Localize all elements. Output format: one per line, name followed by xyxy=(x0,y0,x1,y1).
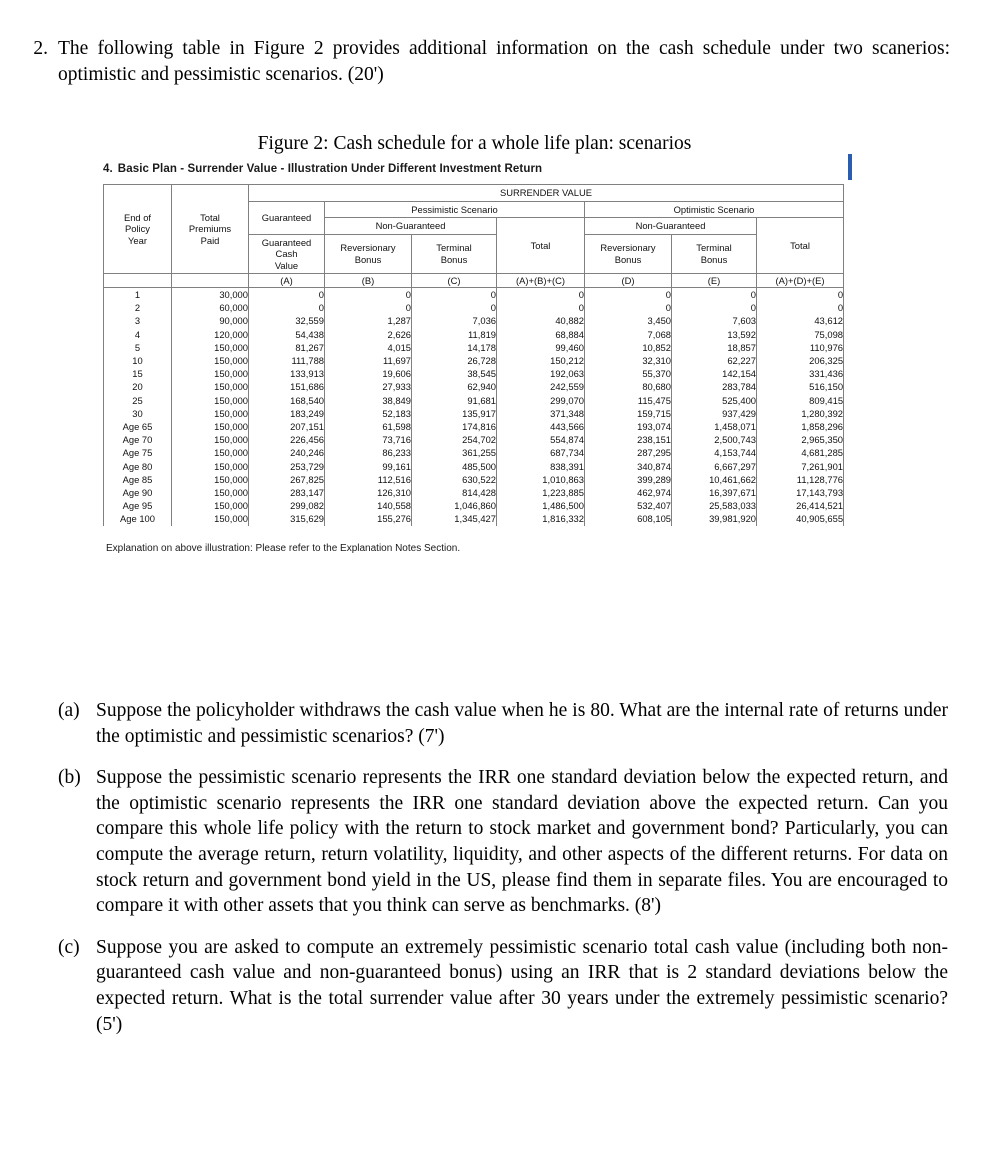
figure-caption xyxy=(0,132,994,156)
cell-total-premiums-paid: 150,000 xyxy=(172,407,249,420)
cell-optimistic-total: 809,415 xyxy=(757,394,844,407)
subquestion-text: Suppose you are asked to compute an extremely pessimistic scenario total cash value (including both non-guaranteed cash value and non-guaranteed bonus) using an IRR that is 2 standard deviations below the expected return. What is the total surrender value after 30 years under the extremely pessimistic scenario? (5') xyxy=(96,936,948,1035)
code-guaranteed-cash-value: (A) xyxy=(249,274,325,288)
cell-optimistic-total: 11,128,776 xyxy=(757,473,844,486)
cell-pessimistic-total: 1,223,885 xyxy=(497,486,585,499)
cell-policy-year: Age 100 xyxy=(104,512,172,525)
header-reversionary-bonus-pessimistic xyxy=(325,234,412,274)
cell-pessimistic-reversionary-bonus: 11,697 xyxy=(325,354,412,367)
table-row xyxy=(104,499,844,512)
cell-policy-year: 10 xyxy=(104,354,172,367)
cell-policy-year: 25 xyxy=(104,394,172,407)
question-number: 2. xyxy=(33,38,48,59)
cell-optimistic-total: 1,280,392 xyxy=(757,407,844,420)
question-stem xyxy=(20,36,950,88)
cell-policy-year: Age 70 xyxy=(104,433,172,446)
cell-pessimistic-total: 554,874 xyxy=(497,433,585,446)
code-terminal-bonus-pessimistic: (C) xyxy=(412,274,497,288)
cell-optimistic-total: 0 xyxy=(757,301,844,314)
cell-pessimistic-terminal-bonus: 26,728 xyxy=(412,354,497,367)
cell-policy-year: 30 xyxy=(104,407,172,420)
cell-pessimistic-reversionary-bonus: 61,598 xyxy=(325,420,412,433)
table-row xyxy=(104,473,844,486)
cell-guaranteed-cash-value: 151,686 xyxy=(249,380,325,393)
cell-pessimistic-total: 299,070 xyxy=(497,394,585,407)
cell-guaranteed-cash-value: 81,267 xyxy=(249,341,325,354)
cell-pessimistic-total: 40,882 xyxy=(497,314,585,327)
cell-optimistic-reversionary-bonus: 399,289 xyxy=(585,473,672,486)
cell-pessimistic-total: 150,212 xyxy=(497,354,585,367)
cell-optimistic-terminal-bonus: 62,227 xyxy=(672,354,757,367)
cell-pessimistic-reversionary-bonus: 112,516 xyxy=(325,473,412,486)
cell-optimistic-total: 516,150 xyxy=(757,380,844,393)
cell-pessimistic-total: 838,391 xyxy=(497,460,585,473)
subquestion xyxy=(58,765,948,919)
cell-total-premiums-paid: 150,000 xyxy=(172,512,249,525)
cell-total-premiums-paid: 30,000 xyxy=(172,288,249,302)
cell-policy-year: Age 85 xyxy=(104,473,172,486)
illustration-title-text: Basic Plan - Surrender Value - Illustration Under Different Investment Return xyxy=(117,163,543,175)
cell-pessimistic-total: 1,010,863 xyxy=(497,473,585,486)
cell-total-premiums-paid: 150,000 xyxy=(172,499,249,512)
cell-policy-year: Age 65 xyxy=(104,420,172,433)
cell-pessimistic-total: 68,884 xyxy=(497,328,585,341)
cell-optimistic-terminal-bonus: 142,154 xyxy=(672,367,757,380)
cell-policy-year: 1 xyxy=(104,288,172,302)
cell-total-premiums-paid: 150,000 xyxy=(172,420,249,433)
cell-total-premiums-paid: 150,000 xyxy=(172,460,249,473)
code-terminal-bonus-optimistic: (E) xyxy=(672,274,757,288)
table-row xyxy=(104,394,844,407)
cell-optimistic-total: 331,436 xyxy=(757,367,844,380)
cell-pessimistic-reversionary-bonus: 2,626 xyxy=(325,328,412,341)
header-line: Reversionary xyxy=(600,242,656,254)
cell-optimistic-terminal-bonus: 25,583,033 xyxy=(672,499,757,512)
table-row xyxy=(104,486,844,499)
figure-caption-text: Figure 2: Cash schedule for a whole life plan: scenarios xyxy=(257,133,692,154)
cell-optimistic-total: 110,976 xyxy=(757,341,844,354)
cell-pessimistic-total: 0 xyxy=(497,301,585,314)
cell-optimistic-reversionary-bonus: 32,310 xyxy=(585,354,672,367)
table-row xyxy=(104,314,844,327)
cell-pessimistic-reversionary-bonus: 155,276 xyxy=(325,512,412,525)
cell-optimistic-terminal-bonus: 1,458,071 xyxy=(672,420,757,433)
table-row xyxy=(104,367,844,380)
header-line: Bonus xyxy=(700,253,728,265)
cell-pessimistic-terminal-bonus: 174,816 xyxy=(412,420,497,433)
cell-optimistic-terminal-bonus: 13,592 xyxy=(672,328,757,341)
header-pessimistic-scenario: Pessimistic Scenario xyxy=(325,201,585,218)
cell-total-premiums-paid: 150,000 xyxy=(172,367,249,380)
cell-optimistic-total: 206,325 xyxy=(757,354,844,367)
cell-policy-year: Age 80 xyxy=(104,460,172,473)
cell-optimistic-reversionary-bonus: 80,680 xyxy=(585,380,672,393)
cell-total-premiums-paid: 90,000 xyxy=(172,314,249,327)
cell-guaranteed-cash-value: 283,147 xyxy=(249,486,325,499)
header-surrender-value: SURRENDER VALUE xyxy=(249,185,844,202)
cell-total-premiums-paid: 150,000 xyxy=(172,380,249,393)
cell-optimistic-terminal-bonus: 525,400 xyxy=(672,394,757,407)
cell-pessimistic-total: 192,063 xyxy=(497,367,585,380)
subquestion-marker: (b) xyxy=(58,767,81,789)
cell-pessimistic-reversionary-bonus: 38,849 xyxy=(325,394,412,407)
cell-policy-year: 3 xyxy=(104,314,172,327)
cell-guaranteed-cash-value: 111,788 xyxy=(249,354,325,367)
table-row xyxy=(104,460,844,473)
table-row xyxy=(104,407,844,420)
cell-pessimistic-terminal-bonus: 11,819 xyxy=(412,328,497,341)
header-line: Bonus xyxy=(354,253,382,265)
cell-optimistic-reversionary-bonus: 238,151 xyxy=(585,433,672,446)
header-terminal-bonus-optimistic xyxy=(672,234,757,274)
cell-pessimistic-reversionary-bonus: 86,233 xyxy=(325,446,412,459)
cell-guaranteed-cash-value: 54,438 xyxy=(249,328,325,341)
header-line: Paid xyxy=(200,234,220,246)
illustration-note: Explanation on above illustration: Please refer to the Explanation Notes Section. xyxy=(106,542,461,554)
cell-optimistic-reversionary-bonus: 287,295 xyxy=(585,446,672,459)
cell-pessimistic-reversionary-bonus: 0 xyxy=(325,301,412,314)
cell-policy-year: 4 xyxy=(104,328,172,341)
header-non-guaranteed-pessimistic: Non-Guaranteed xyxy=(325,218,497,235)
header-terminal-bonus-pessimistic xyxy=(412,234,497,274)
header-line: Terminal xyxy=(436,242,472,254)
illustration-title xyxy=(103,163,848,175)
table-header-row-1 xyxy=(104,185,844,202)
cell-pessimistic-total: 371,348 xyxy=(497,407,585,420)
cell-optimistic-reversionary-bonus: 193,074 xyxy=(585,420,672,433)
header-reversionary-bonus-optimistic xyxy=(585,234,672,274)
table-row xyxy=(104,354,844,367)
header-line: Policy xyxy=(124,223,150,235)
table-row xyxy=(104,512,844,525)
cell-guaranteed-cash-value: 0 xyxy=(249,288,325,302)
table-header-code-row xyxy=(104,274,844,288)
subquestion-marker: (a) xyxy=(58,700,80,721)
table-row xyxy=(104,433,844,446)
cell-pessimistic-reversionary-bonus: 1,287 xyxy=(325,314,412,327)
cell-optimistic-reversionary-bonus: 608,105 xyxy=(585,512,672,525)
subquestion-text: Suppose the pessimistic scenario represents the IRR one standard deviation below the expected return, and the optimistic scenario represents the IRR one standard deviation above the expected return. Can you compare this whole life policy with the return to stock market and government bond? Particularly, you can compute the average return, return volatility, liquidity, and other aspects of the different returns. For data on stock return and government bond yield in the US, please find them in separate files. You are encouraged to compare it with other assets that you think can serve as benchmarks. (8') xyxy=(96,767,948,917)
header-total-pessimistic: Total xyxy=(497,218,585,274)
header-line: Premiums xyxy=(188,223,232,235)
cell-pessimistic-total: 242,559 xyxy=(497,380,585,393)
cell-pessimistic-terminal-bonus: 814,428 xyxy=(412,486,497,499)
cell-optimistic-terminal-bonus: 2,500,743 xyxy=(672,433,757,446)
cell-policy-year: 15 xyxy=(104,367,172,380)
code-total-pessimistic: (A)+(B)+(C) xyxy=(497,274,585,288)
table-row xyxy=(104,328,844,341)
surrender-value-table xyxy=(103,184,844,526)
table-body xyxy=(104,288,844,526)
subquestion-marker: (c) xyxy=(58,936,80,958)
cell-optimistic-reversionary-bonus: 10,852 xyxy=(585,341,672,354)
cell-guaranteed-cash-value: 240,246 xyxy=(249,446,325,459)
header-line: Reversionary xyxy=(340,242,396,254)
cell-policy-year: Age 90 xyxy=(104,486,172,499)
cell-pessimistic-terminal-bonus: 0 xyxy=(412,301,497,314)
cell-pessimistic-terminal-bonus: 91,681 xyxy=(412,394,497,407)
subquestion-text: Suppose the policyholder withdraws the cash value when he is 80. What are the internal rate of returns under the optimistic and pessimistic scenarios? (7') xyxy=(96,700,948,747)
cell-pessimistic-terminal-bonus: 485,500 xyxy=(412,460,497,473)
cell-optimistic-terminal-bonus: 18,857 xyxy=(672,341,757,354)
cell-optimistic-total: 17,143,793 xyxy=(757,486,844,499)
code-reversionary-bonus-optimistic: (D) xyxy=(585,274,672,288)
cell-policy-year: 2 xyxy=(104,301,172,314)
cell-optimistic-terminal-bonus: 16,397,671 xyxy=(672,486,757,499)
code-total-optimistic: (A)+(D)+(E) xyxy=(757,274,844,288)
header-line: Bonus xyxy=(614,253,642,265)
cell-pessimistic-terminal-bonus: 62,940 xyxy=(412,380,497,393)
header-non-guaranteed-optimistic: Non-Guaranteed xyxy=(585,218,757,235)
table-row xyxy=(104,341,844,354)
cell-total-premiums-paid: 60,000 xyxy=(172,301,249,314)
cell-pessimistic-terminal-bonus: 630,522 xyxy=(412,473,497,486)
cell-total-premiums-paid: 150,000 xyxy=(172,341,249,354)
cell-pessimistic-reversionary-bonus: 52,183 xyxy=(325,407,412,420)
header-line: Bonus xyxy=(440,253,468,265)
code-blank-year xyxy=(104,274,172,288)
cell-optimistic-total: 26,414,521 xyxy=(757,499,844,512)
cell-optimistic-terminal-bonus: 39,981,920 xyxy=(672,512,757,525)
cell-guaranteed-cash-value: 207,151 xyxy=(249,420,325,433)
cell-optimistic-reversionary-bonus: 532,407 xyxy=(585,499,672,512)
table-row xyxy=(104,288,844,302)
cell-optimistic-terminal-bonus: 0 xyxy=(672,301,757,314)
cell-pessimistic-terminal-bonus: 135,917 xyxy=(412,407,497,420)
cell-guaranteed-cash-value: 32,559 xyxy=(249,314,325,327)
cell-pessimistic-reversionary-bonus: 99,161 xyxy=(325,460,412,473)
cell-total-premiums-paid: 150,000 xyxy=(172,433,249,446)
code-reversionary-bonus-pessimistic: (B) xyxy=(325,274,412,288)
header-line: Year xyxy=(128,234,147,246)
cell-optimistic-terminal-bonus: 283,784 xyxy=(672,380,757,393)
cell-optimistic-total: 2,965,350 xyxy=(757,433,844,446)
cell-optimistic-total: 75,098 xyxy=(757,328,844,341)
cell-optimistic-terminal-bonus: 4,153,744 xyxy=(672,446,757,459)
cell-pessimistic-total: 1,816,332 xyxy=(497,512,585,525)
cell-policy-year: 20 xyxy=(104,380,172,393)
header-line: Cash xyxy=(275,248,298,259)
header-line: End of xyxy=(123,211,152,223)
cell-pessimistic-terminal-bonus: 14,178 xyxy=(412,341,497,354)
cell-optimistic-reversionary-bonus: 0 xyxy=(585,288,672,302)
cell-policy-year: 5 xyxy=(104,341,172,354)
figure-illustration xyxy=(103,163,848,554)
cell-pessimistic-reversionary-bonus: 73,716 xyxy=(325,433,412,446)
table-row xyxy=(104,446,844,459)
cell-optimistic-reversionary-bonus: 462,974 xyxy=(585,486,672,499)
cell-optimistic-terminal-bonus: 0 xyxy=(672,288,757,302)
cell-policy-year: Age 95 xyxy=(104,499,172,512)
header-end-of-policy-year xyxy=(104,185,172,274)
cell-pessimistic-total: 687,734 xyxy=(497,446,585,459)
subquestion-list xyxy=(58,698,948,1053)
cell-guaranteed-cash-value: 226,456 xyxy=(249,433,325,446)
subquestion xyxy=(58,935,948,1037)
cell-pessimistic-terminal-bonus: 7,036 xyxy=(412,314,497,327)
cell-optimistic-reversionary-bonus: 340,874 xyxy=(585,460,672,473)
cell-guaranteed-cash-value: 183,249 xyxy=(249,407,325,420)
header-guaranteed: Guaranteed xyxy=(249,201,325,234)
cell-pessimistic-total: 0 xyxy=(497,288,585,302)
cell-guaranteed-cash-value: 0 xyxy=(249,301,325,314)
cell-pessimistic-terminal-bonus: 0 xyxy=(412,288,497,302)
cell-optimistic-reversionary-bonus: 55,370 xyxy=(585,367,672,380)
cell-optimistic-total: 1,858,296 xyxy=(757,420,844,433)
cell-guaranteed-cash-value: 168,540 xyxy=(249,394,325,407)
header-line: Guaranteed xyxy=(261,236,312,248)
cell-total-premiums-paid: 150,000 xyxy=(172,486,249,499)
cell-pessimistic-reversionary-bonus: 0 xyxy=(325,288,412,302)
cell-pessimistic-reversionary-bonus: 126,310 xyxy=(325,486,412,499)
cell-optimistic-reversionary-bonus: 159,715 xyxy=(585,407,672,420)
cell-pessimistic-reversionary-bonus: 27,933 xyxy=(325,380,412,393)
cell-guaranteed-cash-value: 267,825 xyxy=(249,473,325,486)
subquestion xyxy=(58,698,948,749)
table-row xyxy=(104,380,844,393)
cell-optimistic-reversionary-bonus: 7,068 xyxy=(585,328,672,341)
cell-pessimistic-terminal-bonus: 1,046,860 xyxy=(412,499,497,512)
cell-pessimistic-reversionary-bonus: 19,606 xyxy=(325,367,412,380)
cell-pessimistic-reversionary-bonus: 4,015 xyxy=(325,341,412,354)
header-optimistic-scenario: Optimistic Scenario xyxy=(585,201,844,218)
cell-total-premiums-paid: 150,000 xyxy=(172,394,249,407)
cell-policy-year: Age 75 xyxy=(104,446,172,459)
cell-optimistic-terminal-bonus: 937,429 xyxy=(672,407,757,420)
cell-pessimistic-reversionary-bonus: 140,558 xyxy=(325,499,412,512)
cell-optimistic-reversionary-bonus: 3,450 xyxy=(585,314,672,327)
cell-total-premiums-paid: 120,000 xyxy=(172,328,249,341)
illustration-number: 4. xyxy=(103,163,113,175)
cell-optimistic-terminal-bonus: 7,603 xyxy=(672,314,757,327)
cell-pessimistic-total: 99,460 xyxy=(497,341,585,354)
cell-optimistic-total: 0 xyxy=(757,288,844,302)
cell-guaranteed-cash-value: 133,913 xyxy=(249,367,325,380)
table-row xyxy=(104,301,844,314)
header-line: Value xyxy=(274,259,299,271)
cell-pessimistic-terminal-bonus: 254,702 xyxy=(412,433,497,446)
cell-pessimistic-total: 443,566 xyxy=(497,420,585,433)
table-row xyxy=(104,420,844,433)
cell-guaranteed-cash-value: 299,082 xyxy=(249,499,325,512)
cell-optimistic-reversionary-bonus: 0 xyxy=(585,301,672,314)
cell-total-premiums-paid: 150,000 xyxy=(172,473,249,486)
cell-optimistic-total: 43,612 xyxy=(757,314,844,327)
question-text: The following table in Figure 2 provides additional information on the cash schedule under two scanerios: optimistic and pessimistic scenarios. (20') xyxy=(58,38,950,85)
code-blank-premiums xyxy=(172,274,249,288)
cell-optimistic-total: 4,681,285 xyxy=(757,446,844,459)
cell-pessimistic-total: 1,486,500 xyxy=(497,499,585,512)
cell-optimistic-total: 40,905,655 xyxy=(757,512,844,525)
header-guaranteed-cash-value xyxy=(249,234,325,274)
cell-optimistic-terminal-bonus: 6,667,297 xyxy=(672,460,757,473)
cell-guaranteed-cash-value: 315,629 xyxy=(249,512,325,525)
cell-total-premiums-paid: 150,000 xyxy=(172,354,249,367)
header-total-premiums-paid xyxy=(172,185,249,274)
header-line: Total xyxy=(200,211,220,223)
cell-optimistic-terminal-bonus: 10,461,662 xyxy=(672,473,757,486)
text-cursor-icon xyxy=(848,154,852,180)
cell-pessimistic-terminal-bonus: 38,545 xyxy=(412,367,497,380)
cell-optimistic-reversionary-bonus: 115,475 xyxy=(585,394,672,407)
cell-total-premiums-paid: 150,000 xyxy=(172,446,249,459)
header-total-optimistic: Total xyxy=(757,218,844,274)
cell-guaranteed-cash-value: 253,729 xyxy=(249,460,325,473)
cell-pessimistic-terminal-bonus: 1,345,427 xyxy=(412,512,497,525)
cell-optimistic-total: 7,261,901 xyxy=(757,460,844,473)
header-line: Terminal xyxy=(696,242,732,254)
cell-pessimistic-terminal-bonus: 361,255 xyxy=(412,446,497,459)
